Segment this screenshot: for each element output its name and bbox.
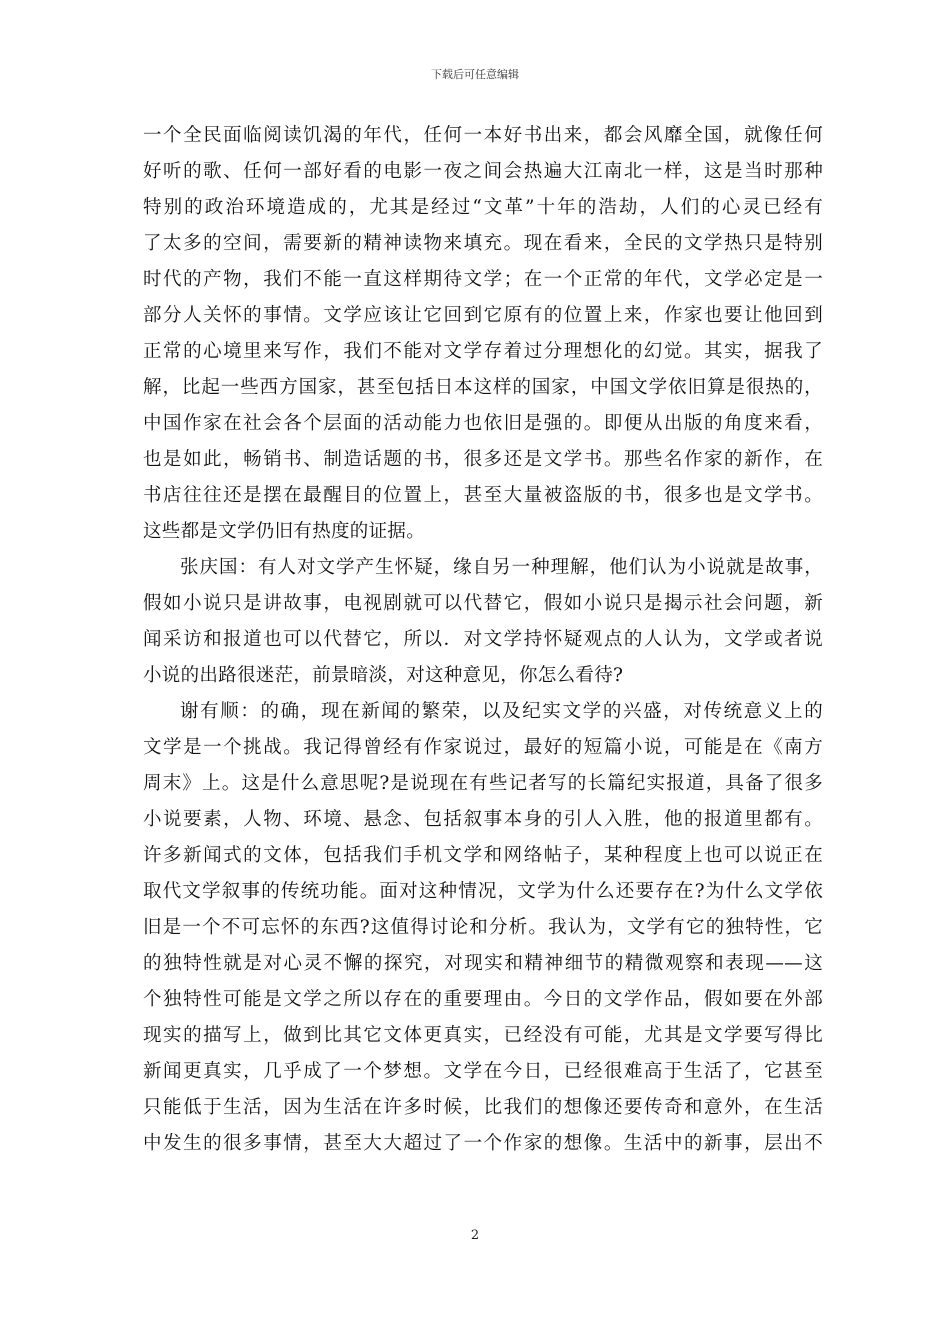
text-line: 许多新闻式的文体，包括我们手机文学和网络帖子，某种程度上也可以说正在 [143,845,823,866]
text-line: 这些都是文学仍旧有热度的证据。 [143,521,426,542]
page-number: 2 [470,1228,480,1243]
text-line: 解，比起一些西方国家，甚至包括日本这样的国家，中国文学依旧算是很热的， [143,377,823,398]
text-line: 好听的歌、任何一部好看的电影一夜之间会热遍大江南北一样，这是当时那种 [143,161,823,182]
text-line: 假如小说只是讲故事，电视剧就可以代替它，假如小说只是揭示社会问题，新 [143,593,823,614]
text-line: 取代文学叙事的传统功能。面对这种情况，文学为什么还要存在?为什么文学依 [143,881,823,902]
text-line: 周末》上。这是什么意思呢?是说现在有些记者写的长篇纪实报道，具备了很多 [143,773,823,794]
text-line: 部分人关怀的事情。文学应该让它回到它原有的位置上来，作家也要让他回到 [143,305,823,326]
text-line: 时代的产物，我们不能一直这样期待文学；在一个正常的年代，文学必定是一 [143,269,823,290]
page-header: 下载后可任意编辑 [431,68,519,81]
text-line: 书店往往还是摆在最醒目的位置上，甚至大量被盗版的书，很多也是文学书。 [143,485,823,506]
text-line: 中发生的很多事情，甚至大大超过了一个作家的想像。生活中的新事，层出不 [143,1133,823,1154]
text-line: 一个全民面临阅读饥渴的年代，任何一本好书出来，都会风靡全国，就像任何 [143,125,823,146]
text-line: 文学是一个挑战。我记得曾经有作家说过，最好的短篇小说，可能是在《南方 [143,737,823,758]
text-line: 特别的政治环境造成的，尤其是经过“文革”十年的浩劫，人们的心灵已经有 [143,197,823,218]
text-line: 了太多的空间，需要新的精神读物来填充。现在看来，全民的文学热只是特别 [143,233,823,254]
text-line: 小说要素，人物、环境、悬念、包括叙事本身的引人入胜，他的报道里都有。 [143,809,823,830]
text-line: 个独特性可能是文学之所以存在的重要理由。今日的文学作品，假如要在外部 [143,989,823,1010]
text-line: 的独特性就是对心灵不懈的探究，对现实和精神细节的精微观察和表现——这 [143,953,823,974]
text-line: 中国作家在社会各个层面的活动能力也依旧是强的。即便从出版的角度来看， [143,413,823,434]
text-line: 旧是一个不可忘怀的东西?这值得讨论和分析。我认为，文学有它的独特性，它 [143,917,823,938]
text-line: 小说的出路很迷茫，前景暗淡，对这种意见，你怎么看待? [143,665,624,686]
text-line: 新闻更真实，几乎成了一个梦想。文学在今日，已经很难高于生活了，它甚至 [143,1061,823,1082]
text-line: 正常的心境里来写作，我们不能对文学存着过分理想化的幻觉。其实，据我了 [143,341,823,362]
text-line: 现实的描写上，做到比其它文体更真实，已经没有可能，尤其是文学要写得比 [143,1025,823,1046]
text-line: 张庆国：有人对文学产生怀疑，缘自另一种理解，他们认为小说就是故事， [180,557,823,578]
text-line: 也是如此，畅销书、制造话题的书，很多还是文学书。那些名作家的新作，在 [143,449,823,470]
text-line: 谢有顺：的确，现在新闻的繁荣，以及纪实文学的兴盛，对传统意义上的 [180,701,823,722]
text-line: 只能低于生活，因为生活在许多时候，比我们的想像还要传奇和意外，在生活 [143,1097,823,1118]
body-text [143,118,823,1162]
text-line: 闻采访和报道也可以代替它，所以．对文学持怀疑观点的人认为，文学或者说 [143,629,823,650]
